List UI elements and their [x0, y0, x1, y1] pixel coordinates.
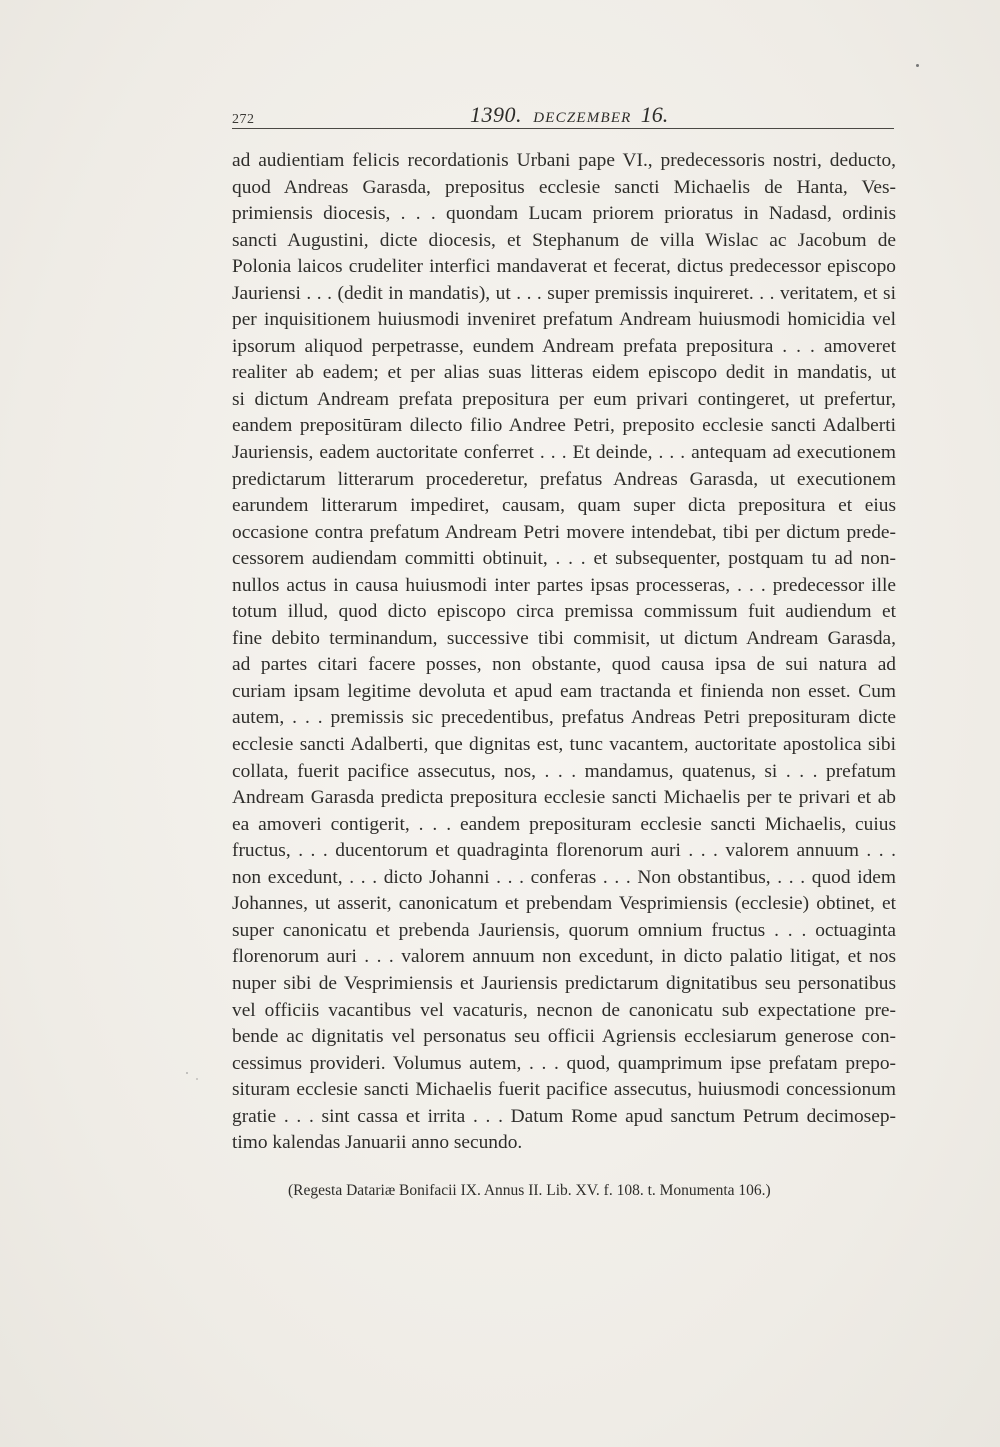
text-line: per inquisitionem huiusmodi inveniret prefatum Andream huiusmodi homicidia vel: [232, 309, 896, 331]
text-line: gratie . . . sint cassa et irrita . . . Datum Rome apud sanctum Petrum decimosep-: [232, 1105, 896, 1127]
text-line: eandem prepositūram dilecto filio Andree Petri, preposito ecclesie sancti Adalberti: [232, 415, 896, 437]
text-line: timo kalendas Januarii anno secundo.: [232, 1132, 523, 1154]
text-line: cessorem audiendam committi obtinuit, . . . et subsequenter, postquam tu ad non-: [232, 548, 896, 570]
text-line: situram ecclesie sancti Michaelis fuerit pacifice assecutus, huiusmodi concessionum: [232, 1079, 896, 1101]
text-line: quod Andreas Garasda, prepositus ecclesie sancti Michaelis de Hanta, Ves-: [232, 176, 896, 198]
text-line: sancti Augustini, dicte diocesis, et Stephanum de villa Wislac ac Jacobum de: [232, 229, 896, 251]
text-line: Jauriensis, eadem auctoritate conferret . . . Et deinde, . . . antequam ad executionem: [232, 442, 896, 464]
text-line: non excedunt, . . . dicto Johanni . . . conferas . . . Non obstantibus, . . . quod idem: [232, 866, 896, 888]
text-line: primiensis diocesis, . . . quondam Lucam priorem prioratus in Nadasd, ordinis: [232, 203, 896, 225]
page-header: [232, 102, 894, 128]
text-line: occasione contra prefatum Andream Petri movere intendebat, tibi per dictum prede-: [232, 521, 896, 543]
text-line: ad partes citari facere posses, non obstante, quod causa ipsa de sui natura ad: [232, 654, 896, 676]
source-note: (Regesta Datariæ Bonifacii IX. Annus II. Lib. XV. f. 108. t. Monumenta 106.): [288, 1182, 771, 1199]
text-line: cessimus provideri. Volumus autem, . . . quod, quamprimum ipse prefatam prepo-: [232, 1052, 896, 1074]
text-line: fine debito terminandum, successive tibi commisit, ut dictum Andream Garasda,: [232, 627, 896, 649]
text-line: Polonia laicos crudeliter interfici mandaverat et fecerat, dictus predecessor episcopo: [232, 256, 896, 278]
text-line: totum illud, quod dicto episcopo circa premissa commissum fuit audiendum et: [232, 601, 896, 623]
ink-speck: [916, 64, 919, 67]
text-line: autem, . . . premissis sic precedentibus, prefatus Andreas Petri preposituram dicte: [232, 707, 896, 729]
text-line: fructus, . . . ducentorum et quadraginta florenorum auri . . . valorem annuum . . .: [232, 840, 896, 862]
ink-speck: [186, 1072, 188, 1074]
text-line: ea amoveri contigerit, . . . eandem preposituram ecclesie sancti Michaelis, cuius: [232, 813, 896, 835]
text-line: earundem litterarum impediret, causam, quam super dicta prepositura et eius: [232, 495, 896, 517]
body-text: [232, 148, 908, 1157]
text-line: curiam ipsam legitime devoluta et apud eam tractanda et finienda non esset. Cum: [232, 680, 896, 702]
text-line: ad audientiam felicis recordationis Urbani pape VI., predecessoris nostri, deducto,: [232, 150, 896, 171]
text-line: florenorum auri . . . valorem annuum non excedunt, in dicto palatio litigat, et nos: [232, 946, 896, 968]
running-head: [470, 102, 668, 128]
text-line: realiter ab eadem; et per alias suas litteras eidem episcopo dedit in mandatis, ut: [232, 362, 896, 384]
text-line: Johannes, ut asserit, canonicatum et prebendam Vesprimiensis (ecclesie) obtinet, et: [232, 893, 896, 915]
running-head-day: 16.: [640, 102, 669, 127]
running-head-month: DECZEMBER: [533, 110, 632, 126]
text-line: ipsorum aliquod perpetrasse, eundem Andream prefata prepositura . . . amoveret: [232, 335, 896, 357]
text-line: collata, fuerit pacifice assecutus, nos, . . . mandamus, quatenus, si . . . prefatum: [232, 760, 896, 782]
running-head-year: 1390.: [470, 102, 522, 127]
text-line: super canonicatu et prebenda Jauriensis, quorum omnium fructus . . . octuaginta: [232, 919, 896, 941]
text-line: bende ac dignitatis vel personatus seu officii Agriensis ecclesiarum generose con-: [232, 1026, 896, 1048]
page-number: 272: [232, 112, 255, 127]
text-line: ecclesie sancti Adalberti, que dignitas est, tunc vacantem, auctoritate apostolica sibi: [232, 734, 896, 756]
header-rule: [232, 128, 894, 129]
text-line: nullos actus in causa huiusmodi inter partes ipsas processeras, . . . predecessor ille: [232, 574, 896, 596]
text-line: vel officiis vacantibus vel vacaturis, necnon de canonicatu sub expectatione pre-: [232, 999, 896, 1021]
text-line: nuper sibi de Vesprimiensis et Jauriensis predictarum dignitatibus seu personatibus: [232, 972, 896, 994]
text-line: predictarum litterarum procederetur, prefatus Andreas Garasda, ut executionem: [232, 468, 896, 490]
ink-speck: [196, 1078, 198, 1080]
text-line: Andream Garasda predicta prepositura ecclesie sancti Michaelis per te privari et ab: [232, 787, 896, 809]
text-line: si dictum Andream prefata prepositura per eum privari contingeret, ut prefertur,: [232, 388, 896, 410]
text-line: Jauriensi . . . (dedit in mandatis), ut . . . super premissis inquireret. . . veritatem, et si: [232, 282, 896, 304]
